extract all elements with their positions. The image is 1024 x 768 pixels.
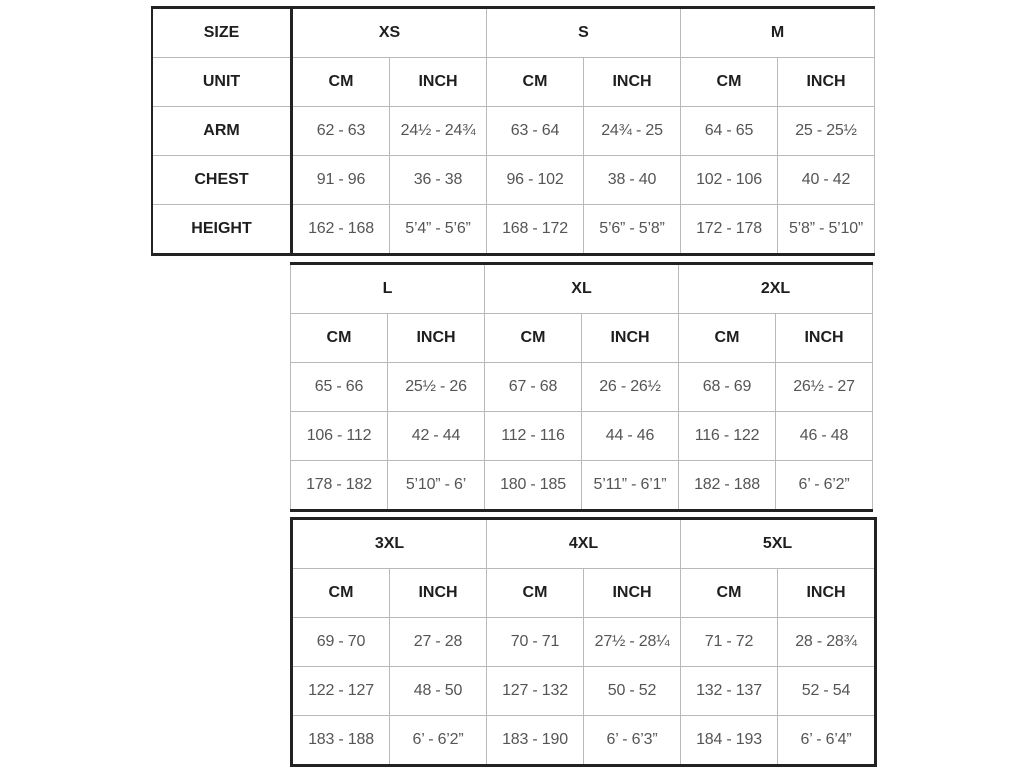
arm-value: 24½ - 24¾ bbox=[390, 107, 487, 156]
height-value: 6’ - 6’2” bbox=[776, 461, 873, 511]
unit-cell: CM bbox=[292, 569, 390, 618]
arm-value: 68 - 69 bbox=[679, 363, 776, 412]
arm-value: 26½ - 27 bbox=[776, 363, 873, 412]
arm-value: 27½ - 28¼ bbox=[584, 618, 681, 667]
unit-cell: INCH bbox=[584, 58, 681, 107]
height-value: 5’4” - 5’6” bbox=[390, 205, 487, 255]
arm-value: 25 - 25½ bbox=[778, 107, 875, 156]
chest-value: 91 - 96 bbox=[292, 156, 390, 205]
arm-row bbox=[291, 363, 873, 412]
chest-value: 112 - 116 bbox=[485, 412, 582, 461]
height-value: 184 - 193 bbox=[681, 716, 778, 766]
chest-label: CHEST bbox=[152, 156, 292, 205]
size-row bbox=[152, 8, 875, 58]
arm-value: 64 - 65 bbox=[681, 107, 778, 156]
unit-cell: CM bbox=[291, 314, 388, 363]
chest-row bbox=[152, 156, 875, 205]
height-value: 180 - 185 bbox=[485, 461, 582, 511]
height-row bbox=[292, 716, 876, 766]
unit-label: UNIT bbox=[152, 58, 292, 107]
size-header-5xl: 5XL bbox=[681, 519, 876, 569]
arm-value: 24¾ - 25 bbox=[584, 107, 681, 156]
chest-value: 106 - 112 bbox=[291, 412, 388, 461]
height-label: HEIGHT bbox=[152, 205, 292, 255]
height-row bbox=[152, 205, 875, 255]
unit-row bbox=[292, 569, 876, 618]
height-value: 168 - 172 bbox=[487, 205, 584, 255]
unit-cell: CM bbox=[681, 569, 778, 618]
size-header-xl: XL bbox=[485, 264, 679, 314]
chest-value: 132 - 137 bbox=[681, 667, 778, 716]
arm-value: 62 - 63 bbox=[292, 107, 390, 156]
chest-value: 102 - 106 bbox=[681, 156, 778, 205]
unit-cell: INCH bbox=[390, 58, 487, 107]
size-header-4xl: 4XL bbox=[487, 519, 681, 569]
size-row bbox=[292, 519, 876, 569]
chest-value: 127 - 132 bbox=[487, 667, 584, 716]
arm-value: 26 - 26½ bbox=[582, 363, 679, 412]
chest-row bbox=[291, 412, 873, 461]
height-value: 5’10” - 6’ bbox=[388, 461, 485, 511]
height-value: 162 - 168 bbox=[292, 205, 390, 255]
unit-row bbox=[152, 58, 875, 107]
size-table-3xl-4xl-5xl bbox=[290, 517, 877, 767]
unit-cell: INCH bbox=[390, 569, 487, 618]
chest-value: 38 - 40 bbox=[584, 156, 681, 205]
height-value: 6’ - 6’2” bbox=[390, 716, 487, 766]
height-value: 183 - 190 bbox=[487, 716, 584, 766]
height-value: 183 - 188 bbox=[292, 716, 390, 766]
arm-value: 69 - 70 bbox=[292, 618, 390, 667]
unit-row bbox=[291, 314, 873, 363]
unit-cell: INCH bbox=[776, 314, 873, 363]
unit-cell: INCH bbox=[778, 569, 876, 618]
arm-value: 67 - 68 bbox=[485, 363, 582, 412]
size-header-m: M bbox=[681, 8, 875, 58]
arm-label: ARM bbox=[152, 107, 292, 156]
height-value: 5’11” - 6’1” bbox=[582, 461, 679, 511]
unit-cell: INCH bbox=[584, 569, 681, 618]
arm-row bbox=[292, 618, 876, 667]
size-header-3xl: 3XL bbox=[292, 519, 487, 569]
chest-value: 122 - 127 bbox=[292, 667, 390, 716]
height-value: 182 - 188 bbox=[679, 461, 776, 511]
arm-value: 71 - 72 bbox=[681, 618, 778, 667]
size-header-xs: XS bbox=[292, 8, 487, 58]
height-value: 5’8” - 5’10” bbox=[778, 205, 875, 255]
arm-value: 70 - 71 bbox=[487, 618, 584, 667]
arm-value: 28 - 28¾ bbox=[778, 618, 876, 667]
chest-row bbox=[292, 667, 876, 716]
height-row bbox=[291, 461, 873, 511]
unit-cell: CM bbox=[679, 314, 776, 363]
chest-value: 36 - 38 bbox=[390, 156, 487, 205]
size-header-s: S bbox=[487, 8, 681, 58]
chest-value: 40 - 42 bbox=[778, 156, 875, 205]
arm-row bbox=[152, 107, 875, 156]
size-header-2xl: 2XL bbox=[679, 264, 873, 314]
chest-value: 44 - 46 bbox=[582, 412, 679, 461]
size-row bbox=[291, 264, 873, 314]
chest-value: 96 - 102 bbox=[487, 156, 584, 205]
unit-cell: CM bbox=[487, 58, 584, 107]
unit-cell: CM bbox=[292, 58, 390, 107]
arm-value: 27 - 28 bbox=[390, 618, 487, 667]
unit-cell: CM bbox=[485, 314, 582, 363]
size-table-xs-s-m bbox=[151, 6, 875, 256]
size-header-l: L bbox=[291, 264, 485, 314]
unit-cell: CM bbox=[681, 58, 778, 107]
height-value: 172 - 178 bbox=[681, 205, 778, 255]
arm-value: 65 - 66 bbox=[291, 363, 388, 412]
chest-value: 46 - 48 bbox=[776, 412, 873, 461]
chest-value: 42 - 44 bbox=[388, 412, 485, 461]
chest-value: 48 - 50 bbox=[390, 667, 487, 716]
chest-value: 50 - 52 bbox=[584, 667, 681, 716]
unit-cell: INCH bbox=[778, 58, 875, 107]
unit-cell: CM bbox=[487, 569, 584, 618]
height-value: 178 - 182 bbox=[291, 461, 388, 511]
height-value: 6’ - 6’3” bbox=[584, 716, 681, 766]
height-value: 5’6” - 5’8” bbox=[584, 205, 681, 255]
arm-value: 25½ - 26 bbox=[388, 363, 485, 412]
height-value: 6’ - 6’4” bbox=[778, 716, 876, 766]
arm-value: 63 - 64 bbox=[487, 107, 584, 156]
unit-cell: INCH bbox=[582, 314, 679, 363]
chest-value: 116 - 122 bbox=[679, 412, 776, 461]
size-table-l-xl-2xl bbox=[290, 262, 873, 512]
unit-cell: INCH bbox=[388, 314, 485, 363]
size-label: SIZE bbox=[152, 8, 292, 58]
chest-value: 52 - 54 bbox=[778, 667, 876, 716]
